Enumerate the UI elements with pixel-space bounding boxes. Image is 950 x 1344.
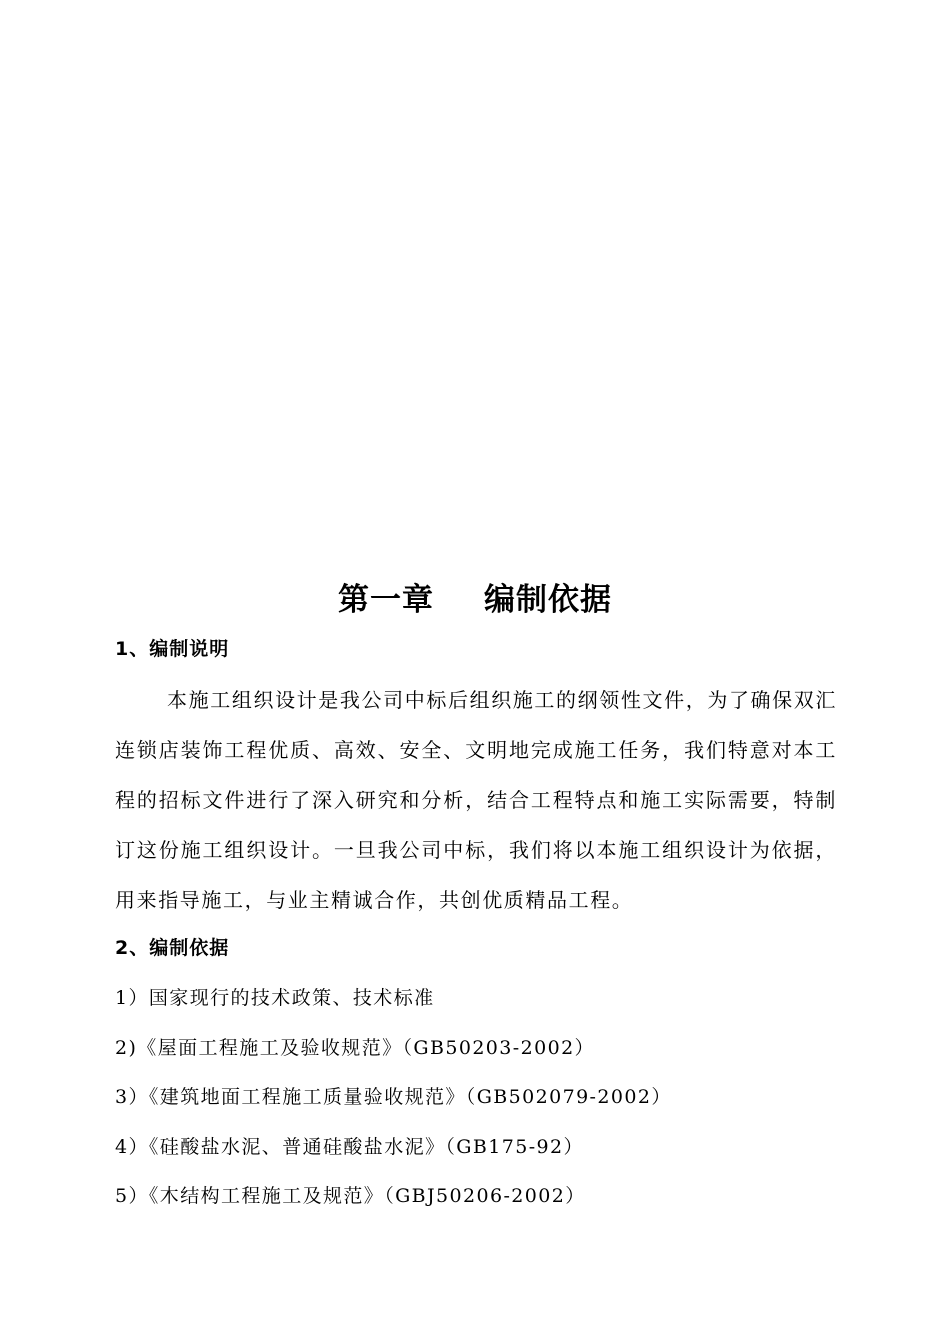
chapter-number: 第一章: [338, 582, 434, 618]
section-heading-2: 2、编制依据: [115, 937, 230, 959]
basis-list-item-5: 5）《木结构工程施工及规范》（GBJ50206-2002）: [115, 1185, 586, 1207]
basis-list-item-4: 4）《硅酸盐水泥、普通硅酸盐水泥》（GB175-92）: [115, 1136, 584, 1158]
chapter-name: 编制依据: [484, 582, 612, 618]
basis-list-item-3: 3）《建筑地面工程施工质量验收规范》（GB502079-2002）: [115, 1086, 672, 1108]
chapter-title: [0, 578, 950, 622]
basis-list-item-1: 1）国家现行的技术政策、技术标准: [115, 987, 435, 1009]
section-1-paragraph: 本施工组织设计是我公司中标后组织施工的纲领性文件，为了确保双汇连锁店装饰工程优质、高效、安全、文明地完成施工任务，我们特意对本工程的招标文件进行了深入研究和分析，结合工程特点和施工实际需要，特制订这份施工组织设计。一旦我公司中标，我们将以本施工组织设计为依据，用来指导施工，与业主精诚合作，共创优质精品工程。: [115, 688, 837, 912]
basis-list-item-2: 2)《屋面工程施工及验收规范》（GB50203-2002）: [115, 1037, 595, 1059]
section-heading-1: 1、编制说明: [115, 638, 230, 660]
